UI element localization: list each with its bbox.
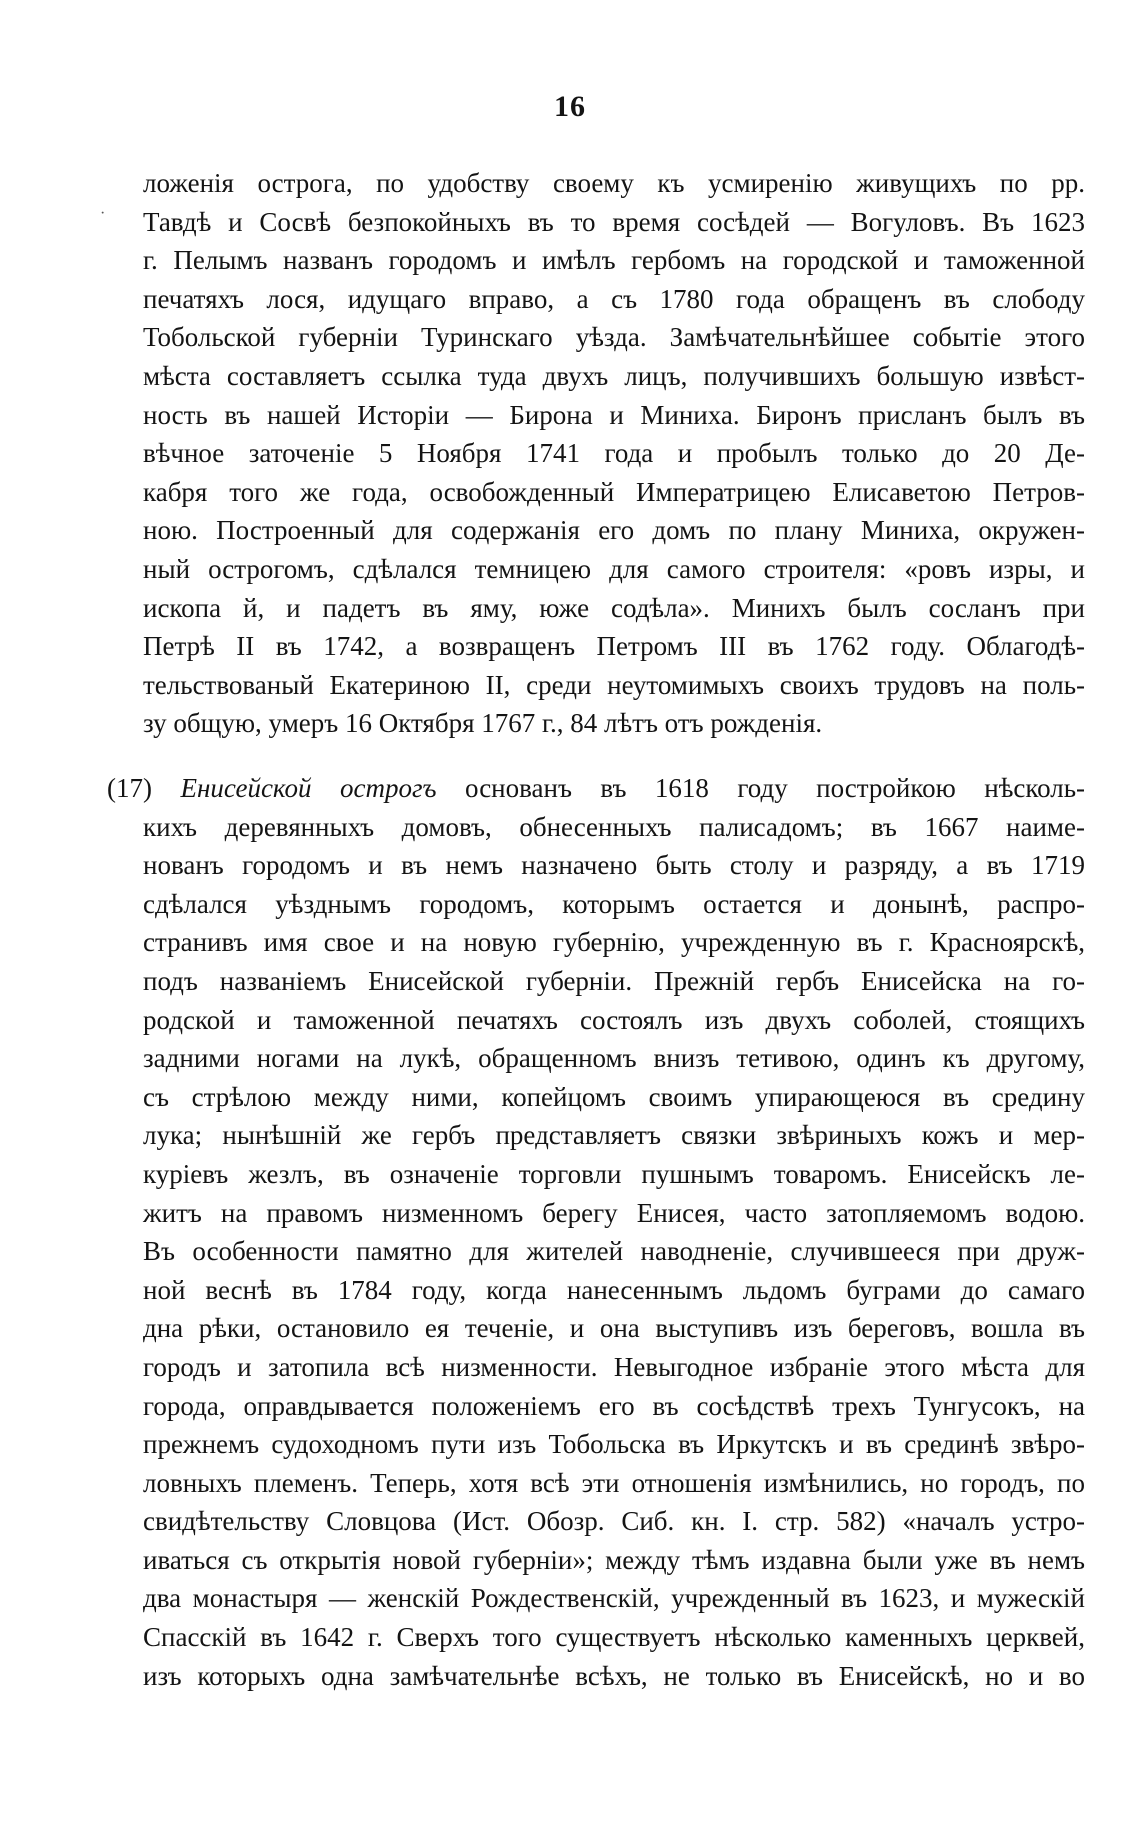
margin-mark: · <box>100 205 106 222</box>
text-line: два монастыря — женскій Рождественскій, учрежденный въ 1623, и мужескій <box>143 1583 1085 1614</box>
text-line: странивъ имя свое и на новую губернію, учрежденную въ г. Красноярскѣ, <box>143 927 1085 958</box>
paragraph-yeniseisk <box>107 769 1085 1695</box>
first-line-text: основанъ въ 1618 году постройкою нѣсколь- <box>465 773 1086 803</box>
text-line: Спасскій въ 1642 г. Сверхъ того существуетъ нѣсколько каменныхъ церквей, <box>143 1622 1085 1653</box>
text-line: изъ которыхъ одна замѣчательнѣе всѣхъ, не только въ Енисейскѣ, но и во <box>143 1660 1085 1691</box>
text-line: ность въ нашей Исторіи — Бирона и Миниха. Биронъ присланъ былъ въ <box>143 399 1085 430</box>
text-line: ловныхъ племенъ. Теперь, хотя всѣ эти отношенія измѣнились, но городъ, по <box>143 1467 1085 1498</box>
text-line: житъ на правомъ низменномъ берегу Енисея, часто затопляемомъ водою. <box>143 1197 1085 1228</box>
text-line-first <box>107 769 1085 808</box>
text-line: нованъ городомъ и въ немъ назначено быть столу и разряду, а въ 1719 <box>143 850 1085 881</box>
text-line: подъ названіемъ Енисейской губерніи. Прежній гербъ Енисейска на го- <box>143 965 1085 996</box>
text-line: задними ногами на лукѣ, обращенномъ внизъ тетивою, одинъ къ другому, <box>143 1043 1085 1074</box>
text-line: Въ особенности памятно для жителей наводненіе, случившееся при друж- <box>143 1236 1085 1267</box>
text-line: города, оправдывается положеніемъ его въ сосѣдствѣ трехъ Тунгусокъ, на <box>143 1390 1085 1421</box>
text-line: ископа й, и падетъ въ яму, юже содѣла». Минихъ былъ сосланъ при <box>143 592 1085 623</box>
text-line: Петрѣ II въ 1742, а возвращенъ Петромъ III въ 1762 году. Облагодѣ- <box>143 631 1085 662</box>
paragraph-pelym <box>143 164 1085 743</box>
text-line: Тобольской губерніи Туринскаго уѣзда. Замѣчательнѣйшее событіе этого <box>143 322 1085 353</box>
text-line: ложенія острога, по удобству своему къ усмиренію живущихъ по рр. <box>143 168 1085 198</box>
text-line: зу общую, умеръ 16 Октября 1767 г., 84 лѣтъ отъ рожденія. <box>143 708 823 739</box>
text-line: дна рѣки, остановило ея теченіе, и она выступивъ изъ береговъ, вошла въ <box>143 1313 1085 1344</box>
text-line: куріевъ жезлъ, въ означеніе торговли пушнымъ товаромъ. Енисейскъ ле- <box>143 1158 1085 1189</box>
text-line: ною. Построенный для содержанія его домъ по плану Миниха, окружен- <box>143 515 1085 546</box>
text-line: свидѣтельству Словцова (Ист. Обозр. Сиб. кн. I. стр. 582) «началъ устро- <box>143 1506 1085 1537</box>
text-line: кихъ деревянныхъ домовъ, обнесенныхъ палисадомъ; въ 1667 наиме- <box>143 811 1085 842</box>
text-line: съ стрѣлою между ними, копейцомъ своимъ упирающеюся въ средину <box>143 1081 1085 1112</box>
text-line: ной веснѣ въ 1784 году, когда нанесеннымъ льдомъ буграми до самаго <box>143 1274 1085 1305</box>
text-line: лука; нынѣшній же гербъ представляетъ связки звѣриныхъ кожъ и мер- <box>143 1120 1085 1151</box>
text-line: родской и таможенной печатяхъ состоялъ изъ двухъ соболей, стоящихъ <box>143 1004 1085 1035</box>
text-line: тельствованый Екатериною II, среди неутомимыхъ своихъ трудовъ на поль- <box>143 669 1085 700</box>
note-title: Енисейской острогъ <box>180 773 437 803</box>
text-line: сдѣлался уѣзднымъ городомъ, которымъ остается и донынѣ, распро- <box>143 888 1085 919</box>
text-line: г. Пелымъ названъ городомъ и имѣлъ гербомъ на городской и таможенной <box>143 245 1085 276</box>
text-line: мѣста составляетъ ссылка туда двухъ лицъ, получившихъ большую извѣст- <box>143 360 1085 391</box>
text-line: Тавдѣ и Сосвѣ безпокойныхъ въ то время сосѣдей — Вогуловъ. Въ 1623 <box>143 206 1085 237</box>
text-line: вѣчное заточеніе 5 Ноября 1741 года и пробылъ только до 20 Де- <box>143 438 1085 469</box>
text-line: городъ и затопила всѣ низменности. Невыгодное избраніе этого мѣста для <box>143 1351 1085 1382</box>
text-line: иваться съ открытія новой губерніи»; между тѣмъ издавна были уже въ немъ <box>143 1544 1085 1575</box>
note-marker: (17) <box>107 773 152 803</box>
page-number: 16 <box>554 90 586 123</box>
text-line: ный острогомъ, сдѣлался темницею для самого строителя: «ровъ изры, и <box>143 553 1085 584</box>
text-line: прежнемъ судоходномъ пути изъ Тобольска въ Иркутскъ и въ срединѣ звѣро- <box>143 1429 1085 1460</box>
text-line: кабря того же года, освобожденный Императрицею Елисаветою Петров- <box>143 476 1085 507</box>
text-line: печатяхъ лося, идущаго вправо, а съ 1780 года обращенъ въ слободу <box>143 283 1085 314</box>
